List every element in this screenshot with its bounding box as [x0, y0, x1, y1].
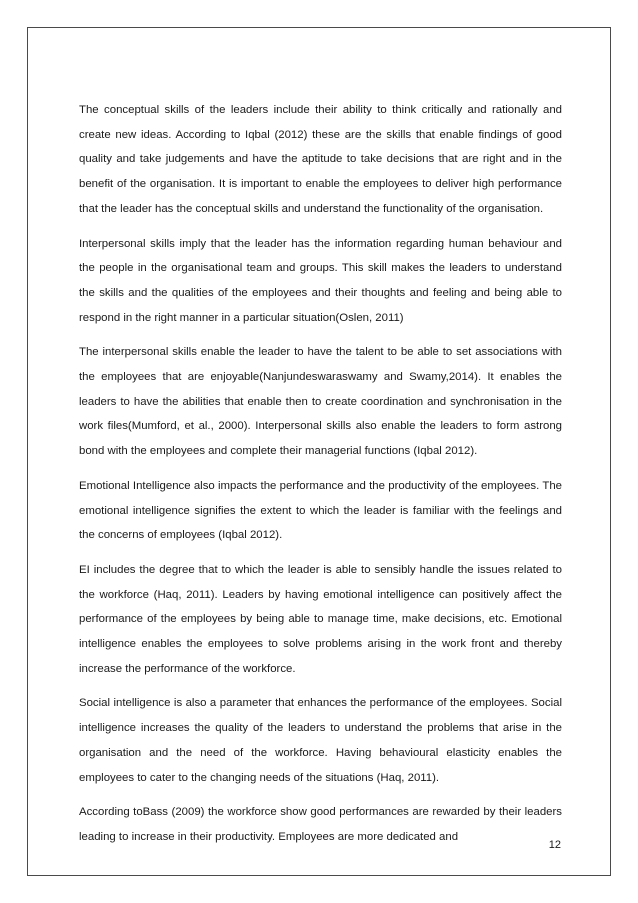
paragraph-interpersonal-associations: The interpersonal skills enable the leader to have the talent to be able to set associations with the employees that are enjoyable(Nanjundeswaraswamy and Swamy,2014). It enables the leaders to have the abilities that enable then to create coordination and synchronisation in the work files(Mumford, et al., 2000). Interpersonal skills also enable the leaders to form astrong bond with the employees and complete their managerial functions (Iqbal 2012).: [79, 346, 562, 458]
body-text: [79, 98, 562, 860]
paragraph-ei-workforce: EI includes the degree that to which the leader is able to sensibly handle the issues related to the workforce (Haq, 2011). Leaders by having emotional intelligence can positively affect the performance of the employees by being able to manage time, make decisions, etc. Emotional intelligence enables the employees to solve problems arising in the work front and thereby increase the performance of the workforce.: [79, 563, 562, 675]
document-page: [27, 27, 611, 876]
paragraph-conceptual-skills: The conceptual skills of the leaders include their ability to think critically and rationally and create new ideas. According to Iqbal (2012) these are the skills that enable findings of good quality and take judgements and have the aptitude to take decisions that are right and in the benefit of the organisation. It is important to enable the employees to deliver high performance that the leader has the conceptual skills and understand the functionality of the organisation.: [79, 104, 562, 215]
paragraph-social-intelligence: Social intelligence is also a parameter that enhances the performance of the employees. Social intelligence increases the quality of the leaders to understand the problems that arise in the organisation and the need of the workforce. Having behavioural elasticity enables the employees to cater to the changing needs of the situations (Haq, 2011).: [79, 697, 562, 784]
paragraph-bass-performance: According toBass (2009) the workforce show good performances are rewarded by their leaders leading to increase in their productivity. Employees are more dedicated and: [79, 806, 562, 843]
paragraph-interpersonal-skills: Interpersonal skills imply that the leader has the information regarding human behaviour and the people in the organisational team and groups. This skill makes the leaders to understand the skills and the qualities of the employees and their thoughts and feeling and being able to respond in the right manner in a particular situation(Oslen, 2011): [79, 237, 562, 324]
paragraph-emotional-intelligence: Emotional Intelligence also impacts the performance and the productivity of the employees. The emotional intelligence signifies the extent to which the leader is familiar with the feelings and the concerns of employees (Iqbal 2012).: [79, 479, 562, 542]
page-number: 12: [548, 839, 561, 851]
